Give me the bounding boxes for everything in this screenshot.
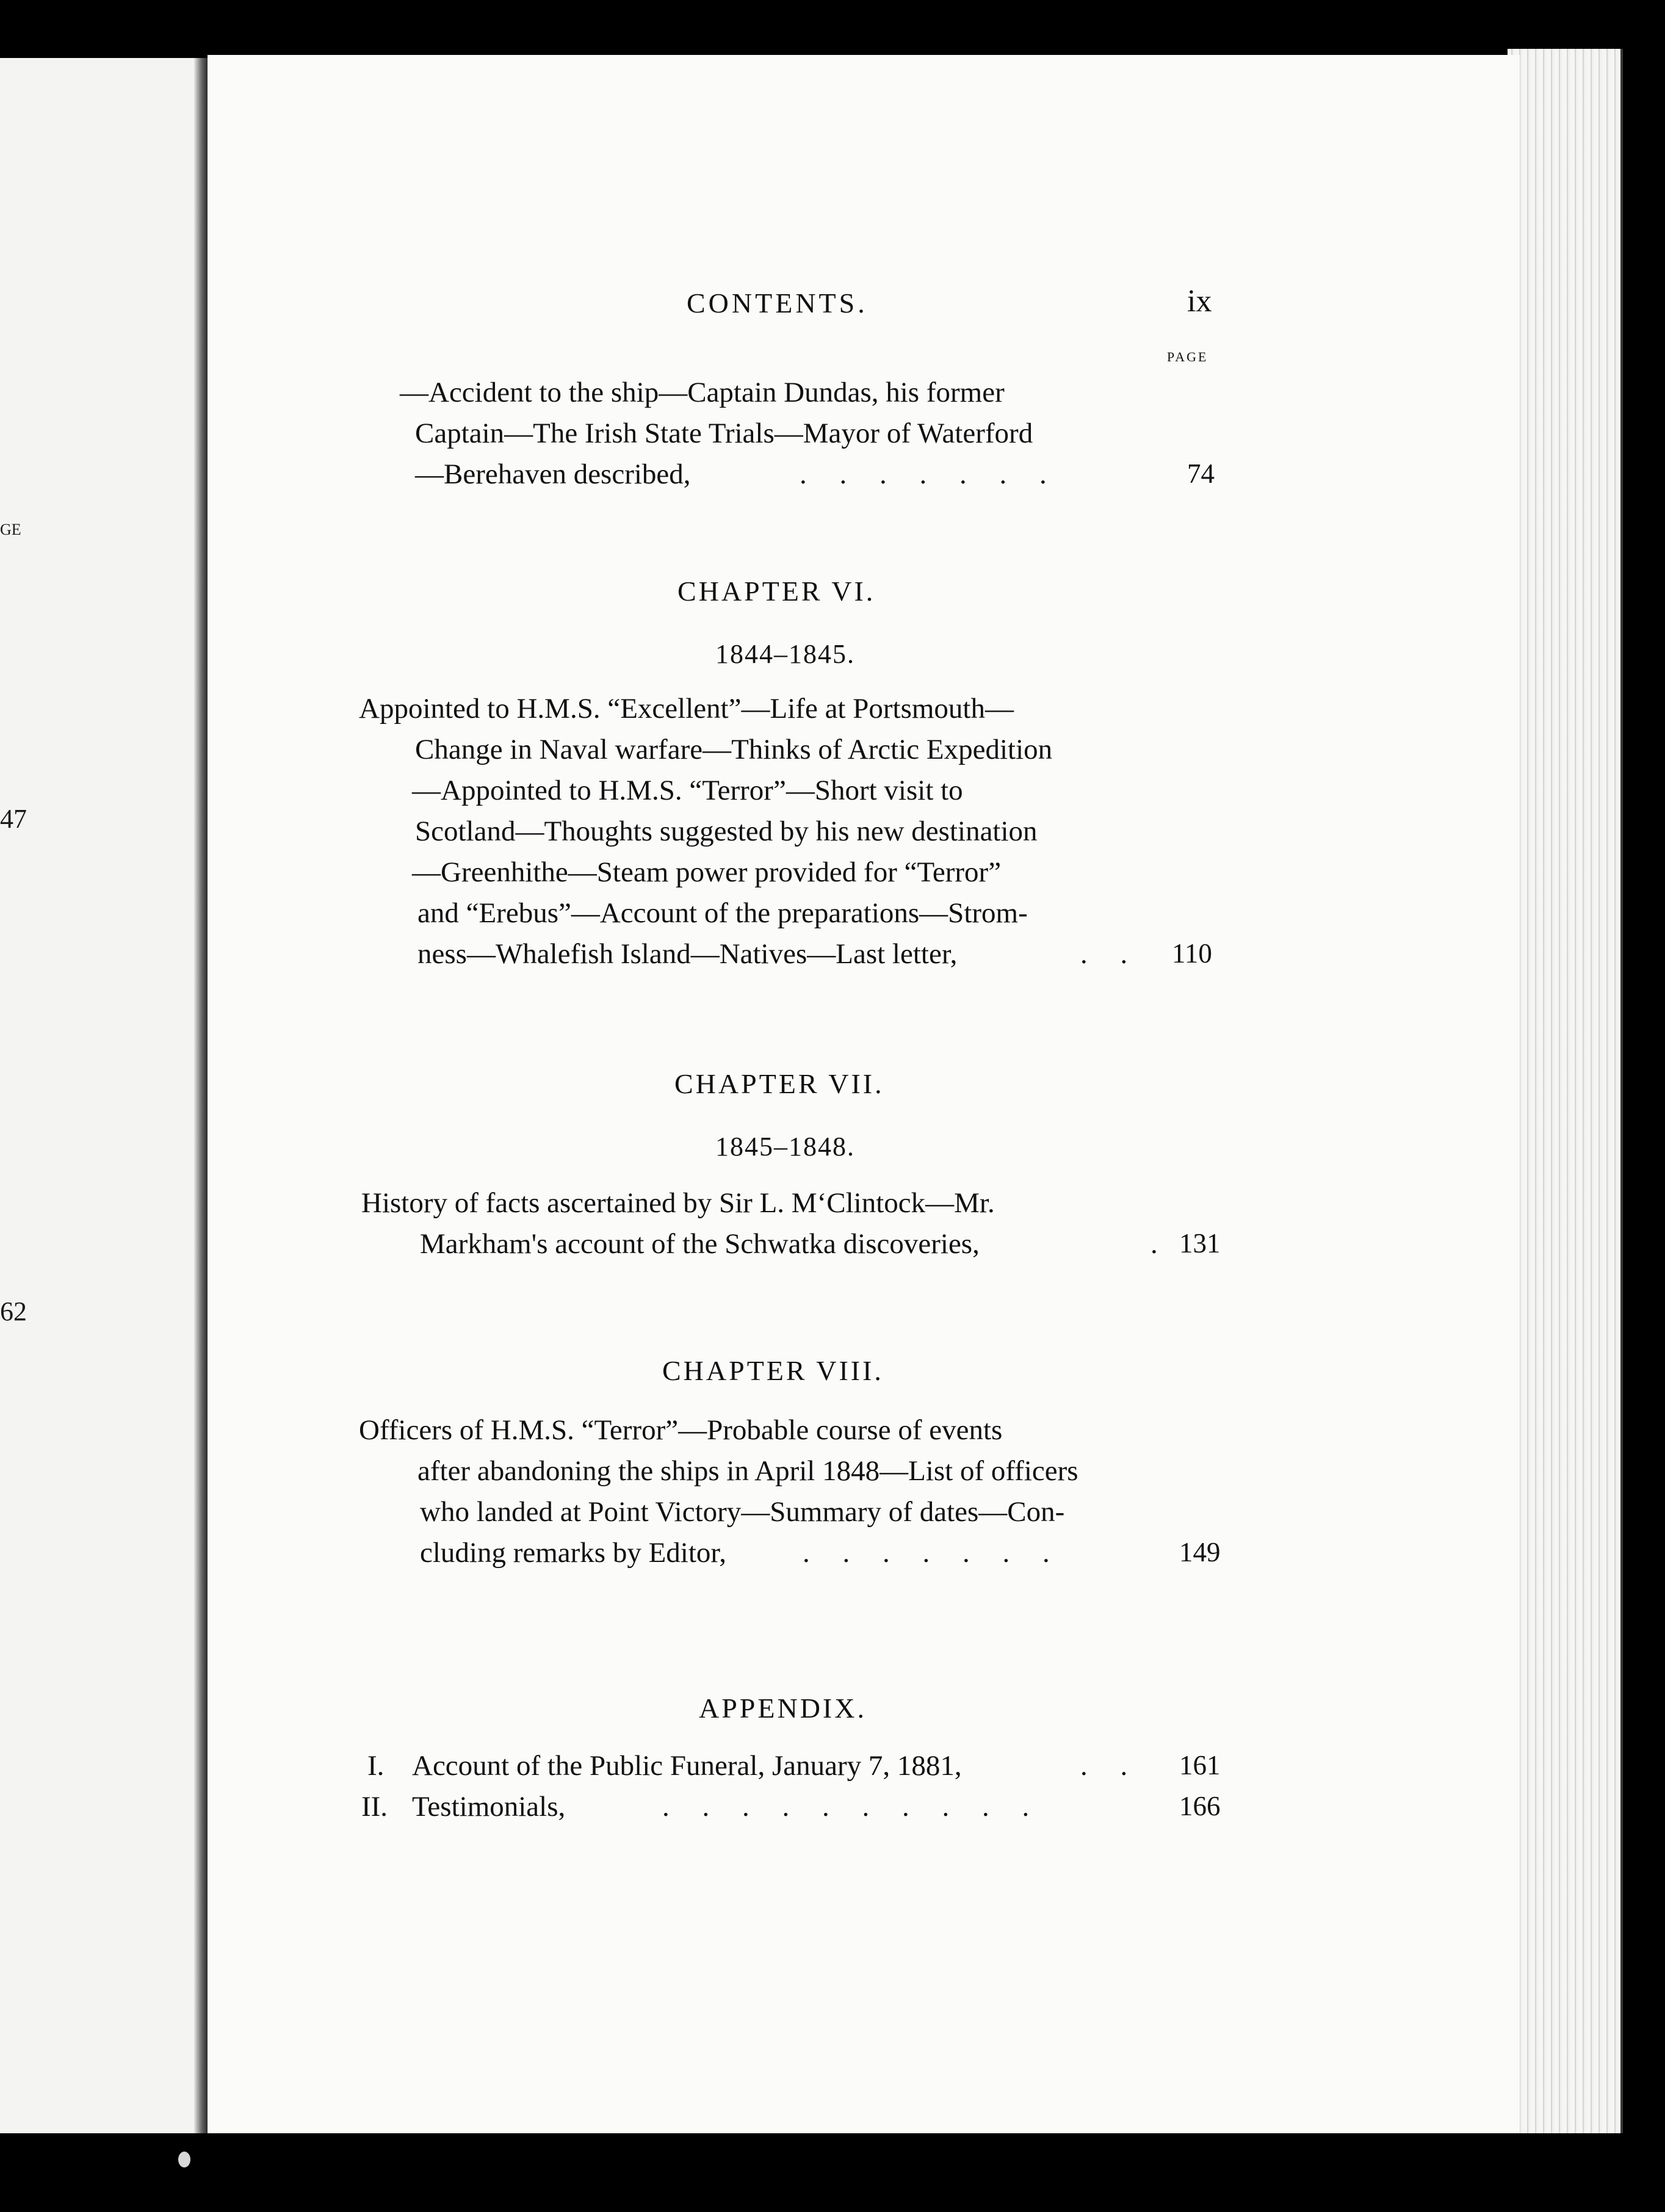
- appendix-heading: APPENDIX.: [699, 1693, 867, 1724]
- appendix-item-text: Account of the Public Funeral, January 7, 1881,: [412, 1750, 962, 1782]
- entry-line: ness—Whalefish Island—Natives—Last letter,: [417, 938, 958, 970]
- entry-line: and “Erebus”—Account of the preparations—Strom-: [417, 897, 1028, 929]
- entry-line: Appointed to H.M.S. “Excellent”—Life at Portsmouth—: [359, 693, 1014, 725]
- left-page-fragment-ge: GE: [0, 521, 21, 538]
- page-number: 149: [1179, 1537, 1221, 1567]
- appendix-numeral: I.: [367, 1750, 385, 1782]
- folio-number: ix: [1187, 284, 1212, 319]
- entry-line: cluding remarks by Editor,: [420, 1537, 726, 1569]
- entry-line: after abandoning the ships in April 1848—List of officers: [417, 1455, 1078, 1487]
- dot-leader: . . . . . . . . . .: [662, 1791, 1030, 1823]
- left-page-fragment-47: 47: [0, 804, 27, 834]
- entry-line: History of facts ascertained by Sir L. M‘Clintock—Mr.: [361, 1187, 995, 1219]
- entry-line: Officers of H.M.S. “Terror”—Probable course of events: [359, 1414, 1003, 1446]
- page-edges: [1508, 49, 1623, 2149]
- scan-artifact: [178, 2152, 190, 2167]
- page-number: 166: [1179, 1791, 1221, 1821]
- entry-line: Scotland—Thoughts suggested by his new destination: [415, 815, 1038, 847]
- entry-line: —Berehaven described,: [415, 458, 691, 490]
- entry-line: —Greenhithe—Steam power provided for “Terror”: [412, 856, 1002, 888]
- appendix-numeral: II.: [361, 1791, 388, 1823]
- page-column-label: PAGE: [1167, 349, 1208, 364]
- dot-leader: . . . . . . .: [803, 1537, 1050, 1569]
- entry-line: —Accident to the ship—Captain Dundas, his former: [400, 377, 1005, 408]
- scan-border-bottom: [0, 2133, 1665, 2212]
- entry-line: Change in Naval warfare—Thinks of Arctic Expedition: [415, 734, 1053, 765]
- dot-leader: . .: [1080, 938, 1128, 970]
- entry-line: who landed at Point Victory—Summary of dates—Con-: [420, 1496, 1065, 1528]
- chapter-years: 1844–1845.: [715, 639, 855, 669]
- left-page-fragment-62: 62: [0, 1296, 27, 1326]
- chapter-heading: CHAPTER VII.: [674, 1068, 884, 1099]
- entry-line: Captain—The Irish State Trials—Mayor of Waterford: [415, 417, 1033, 449]
- dot-leader: .: [1150, 1228, 1158, 1260]
- dot-leader: . .: [1080, 1750, 1128, 1782]
- entry-line: Markham's account of the Schwatka discoveries,: [420, 1228, 980, 1260]
- dot-leader: . . . . . . .: [800, 458, 1047, 490]
- chapter-years: 1845–1848.: [715, 1132, 855, 1162]
- appendix-item-text: Testimonials,: [412, 1791, 566, 1823]
- book-gutter: [194, 58, 208, 2133]
- page-number: 131: [1179, 1228, 1221, 1259]
- running-head-title: CONTENTS.: [687, 287, 868, 319]
- page-number: 74: [1187, 458, 1215, 489]
- entry-line: —Appointed to H.M.S. “Terror”—Short visit to: [412, 775, 963, 806]
- chapter-heading: CHAPTER VI.: [677, 576, 876, 607]
- page-number: 110: [1172, 938, 1212, 969]
- page-number: 161: [1179, 1750, 1221, 1780]
- chapter-heading: CHAPTER VIII.: [662, 1355, 884, 1386]
- previous-page: [0, 58, 208, 2133]
